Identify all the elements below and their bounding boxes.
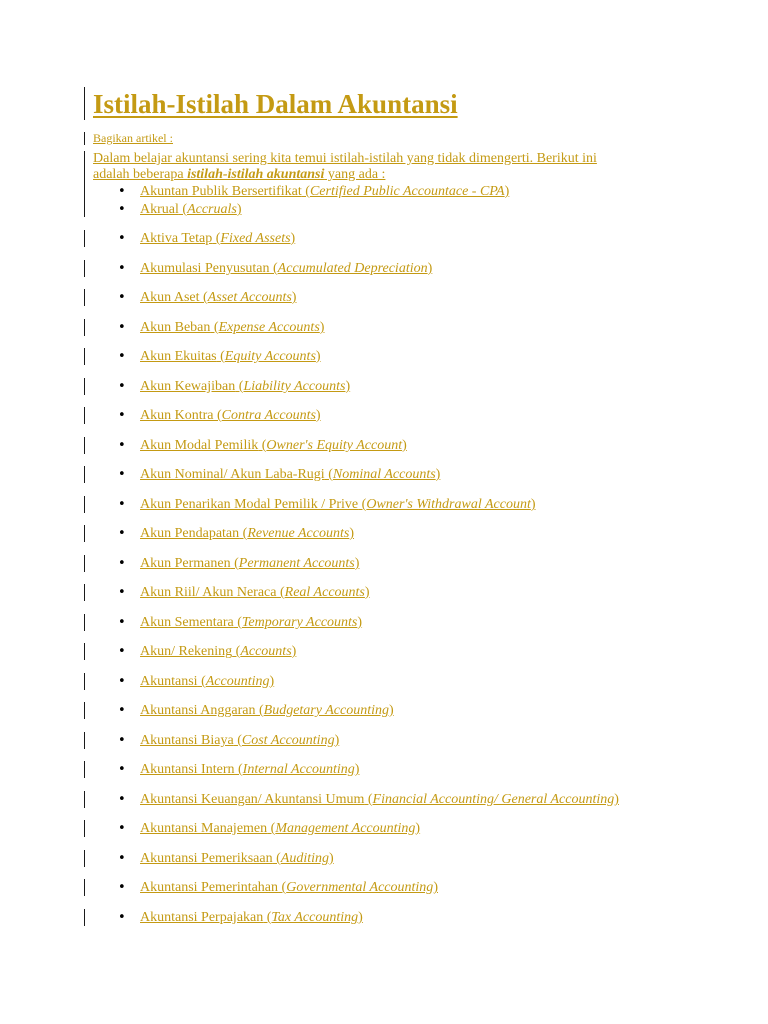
margin-bar-intro bbox=[84, 151, 85, 217]
term-english: Real Accounts bbox=[284, 585, 365, 600]
term-english: Revenue Accounts bbox=[247, 526, 350, 541]
bullet-icon: • bbox=[118, 184, 126, 199]
margin-bar-item bbox=[84, 909, 85, 926]
term-link[interactable]: Akun Modal Pemilik (Owner's Equity Account) bbox=[140, 438, 407, 453]
margin-bar-item bbox=[84, 702, 85, 719]
bullet-icon: • bbox=[118, 408, 126, 423]
list-item bbox=[118, 406, 321, 426]
list-item bbox=[118, 642, 296, 662]
margin-bar-item bbox=[84, 820, 85, 837]
term-indonesian: Akuntansi Biaya bbox=[140, 733, 234, 748]
bullet-icon: • bbox=[118, 733, 126, 748]
term-link[interactable]: Akrual (Accruals) bbox=[140, 202, 242, 217]
list-item bbox=[118, 524, 354, 544]
margin-bar-item bbox=[84, 378, 85, 395]
term-link[interactable]: Akuntansi Perpajakan (Tax Accounting) bbox=[140, 910, 363, 925]
term-link[interactable]: Akuntansi Manajemen (Management Accounting) bbox=[140, 821, 421, 836]
margin-bar-item bbox=[84, 319, 85, 336]
bullet-icon: • bbox=[118, 851, 126, 866]
bullet-icon: • bbox=[118, 379, 126, 394]
term-english: Accruals bbox=[187, 202, 237, 217]
bullet-icon: • bbox=[118, 615, 126, 630]
list-item bbox=[118, 465, 440, 485]
term-link[interactable]: Aktiva Tetap (Fixed Assets) bbox=[140, 231, 296, 246]
term-english: Internal Accounting bbox=[242, 762, 355, 777]
term-english: Cost Accounting bbox=[241, 733, 335, 748]
list-item bbox=[118, 790, 619, 810]
bullet-icon: • bbox=[118, 349, 126, 364]
margin-bar-item bbox=[84, 643, 85, 660]
term-english: Contra Accounts bbox=[221, 408, 316, 423]
bullet-icon: • bbox=[118, 320, 126, 335]
bullet-icon: • bbox=[118, 202, 126, 217]
margin-bar-item bbox=[84, 850, 85, 867]
bullet-icon: • bbox=[118, 290, 126, 305]
list-item bbox=[118, 436, 407, 456]
term-link[interactable]: Akun Aset (Asset Accounts) bbox=[140, 290, 297, 305]
margin-bar-item bbox=[84, 879, 85, 896]
term-indonesian: Aktiva Tetap bbox=[140, 231, 213, 246]
bullet-icon: • bbox=[118, 585, 126, 600]
term-indonesian: Akumulasi Penyusutan bbox=[140, 261, 270, 276]
term-indonesian: Akun Riil/ Akun Neraca bbox=[140, 585, 277, 600]
margin-bar-item bbox=[84, 407, 85, 424]
intro-paragraph[interactable] bbox=[93, 151, 683, 183]
list-item bbox=[118, 318, 324, 338]
term-english: Accumulated Depreciation bbox=[277, 261, 428, 276]
term-indonesian: Akun Penarikan Modal Pemilik / Prive bbox=[140, 497, 359, 512]
term-indonesian: Akuntansi Pemeriksaan bbox=[140, 851, 273, 866]
term-link[interactable]: Akuntansi Keuangan/ Akuntansi Umum (Financial Accounting/ General Accounting) bbox=[140, 792, 619, 807]
term-english: Temporary Accounts bbox=[241, 615, 358, 630]
term-link[interactable]: Akun Permanen (Permanent Accounts) bbox=[140, 556, 360, 571]
term-link[interactable]: Akuntansi Intern (Internal Accounting) bbox=[140, 762, 360, 777]
list-item bbox=[118, 701, 394, 721]
term-english: Fixed Assets bbox=[220, 231, 291, 246]
list-item bbox=[118, 819, 420, 839]
bullet-icon: • bbox=[118, 880, 126, 895]
term-indonesian: Akun Ekuitas bbox=[140, 349, 217, 364]
term-english: Owner's Withdrawal Account bbox=[366, 497, 531, 512]
margin-bar-share bbox=[84, 132, 85, 145]
bullet-icon: • bbox=[118, 910, 126, 925]
bullet-icon: • bbox=[118, 821, 126, 836]
list-item bbox=[118, 760, 359, 780]
term-link[interactable]: Akun Nominal/ Akun Laba-Rugi (Nominal Accounts) bbox=[140, 467, 441, 482]
list-item bbox=[118, 583, 370, 603]
intro-line-2 bbox=[93, 167, 683, 183]
list-item bbox=[118, 878, 438, 898]
intro-line-1: Dalam belajar akuntansi sering kita temui istilah-istilah yang tidak dimengerti. Berikut ini bbox=[93, 151, 597, 166]
margin-bar-item bbox=[84, 466, 85, 483]
term-english: Governmental Accounting bbox=[286, 880, 434, 895]
term-link[interactable]: Akun/ Rekening (Accounts) bbox=[140, 644, 297, 659]
margin-bar-item bbox=[84, 437, 85, 454]
list-item bbox=[118, 672, 274, 692]
margin-bar-item bbox=[84, 791, 85, 808]
term-link[interactable]: Akun Riil/ Akun Neraca (Real Accounts) bbox=[140, 585, 370, 600]
term-english: Budgetary Accounting bbox=[263, 703, 389, 718]
intro-emphasis: istilah-istilah akuntansi bbox=[187, 167, 325, 182]
term-link[interactable]: Akun Kontra (Contra Accounts) bbox=[140, 408, 321, 423]
bullet-icon: • bbox=[118, 438, 126, 453]
term-english: Asset Accounts bbox=[207, 290, 292, 305]
term-english: Nominal Accounts bbox=[332, 467, 436, 482]
term-indonesian: Akuntansi Keuangan/ Akuntansi Umum bbox=[140, 792, 365, 807]
term-indonesian: Akun Kewajiban bbox=[140, 379, 236, 394]
bullet-icon: • bbox=[118, 703, 126, 718]
term-link[interactable]: Akuntansi Pemeriksaan (Auditing) bbox=[140, 851, 334, 866]
term-link[interactable]: Akuntansi (Accounting) bbox=[140, 674, 275, 689]
list-item bbox=[118, 229, 295, 249]
margin-bar-item bbox=[84, 289, 85, 306]
bullet-icon: • bbox=[118, 556, 126, 571]
margin-bar-title bbox=[84, 87, 85, 120]
margin-bar-item bbox=[84, 230, 85, 247]
list-item bbox=[118, 288, 296, 308]
bullet-icon: • bbox=[118, 644, 126, 659]
list-item bbox=[118, 613, 362, 633]
intro-line-2-end: yang ada : bbox=[324, 167, 386, 182]
term-link[interactable]: Akumulasi Penyusutan (Accumulated Depreciation) bbox=[140, 261, 433, 276]
term-english: Expense Accounts bbox=[218, 320, 320, 335]
intro-line-2-start: adalah beberapa bbox=[93, 167, 188, 182]
term-english: Permanent Accounts bbox=[238, 556, 355, 571]
term-indonesian: Akun Kontra bbox=[140, 408, 214, 423]
term-indonesian: Akun Beban bbox=[140, 320, 211, 335]
term-english: Certified Public Accountace - CPA bbox=[309, 184, 505, 199]
margin-bar-item bbox=[84, 673, 85, 690]
term-indonesian: Akun Sementara bbox=[140, 615, 234, 630]
term-english: Owner's Equity Account bbox=[266, 438, 403, 453]
term-english: Tax Accounting bbox=[271, 910, 359, 925]
list-item bbox=[118, 554, 359, 574]
term-english: Auditing bbox=[280, 851, 329, 866]
margin-bar-item bbox=[84, 496, 85, 513]
margin-bar-item bbox=[84, 525, 85, 542]
term-indonesian: Akuntansi bbox=[140, 674, 198, 689]
term-english: Management Accounting bbox=[275, 821, 416, 836]
term-english: Accounting bbox=[205, 674, 270, 689]
margin-bar-item bbox=[84, 614, 85, 631]
margin-bar-item bbox=[84, 260, 85, 277]
term-link[interactable]: Akun Beban (Expense Accounts) bbox=[140, 320, 325, 335]
margin-bar-item bbox=[84, 348, 85, 365]
term-indonesian: Akun Permanen bbox=[140, 556, 231, 571]
margin-bar-item bbox=[84, 584, 85, 601]
margin-bar-item bbox=[84, 732, 85, 749]
share-article-link[interactable]: Bagikan artikel : bbox=[93, 131, 173, 145]
bullet-icon: • bbox=[118, 792, 126, 807]
term-english: Accounts bbox=[240, 644, 292, 659]
term-link[interactable]: Akuntansi Biaya (Cost Accounting) bbox=[140, 733, 340, 748]
list-item bbox=[118, 495, 536, 515]
margin-bar-item bbox=[84, 555, 85, 572]
list-item bbox=[118, 377, 350, 397]
bullet-icon: • bbox=[118, 762, 126, 777]
term-indonesian: Akun/ Rekening bbox=[140, 644, 233, 659]
list-item bbox=[118, 259, 432, 279]
bullet-icon: • bbox=[118, 231, 126, 246]
term-english: Equity Accounts bbox=[224, 349, 316, 364]
term-indonesian: Akuntansi Anggaran bbox=[140, 703, 256, 718]
term-link[interactable]: Akuntansi Anggaran (Budgetary Accounting) bbox=[140, 703, 394, 718]
term-indonesian: Akun Aset bbox=[140, 290, 200, 305]
term-link[interactable]: Akuntan Publik Bersertifikat (Certified Public Accountace - CPA) bbox=[140, 184, 510, 199]
term-link[interactable]: Akun Sementara (Temporary Accounts) bbox=[140, 615, 363, 630]
bullet-icon: • bbox=[118, 674, 126, 689]
margin-bar-item bbox=[84, 761, 85, 778]
list-item bbox=[118, 200, 242, 220]
bullet-icon: • bbox=[118, 467, 126, 482]
list-item bbox=[118, 849, 334, 869]
term-english: Financial Accounting/ General Accounting bbox=[372, 792, 615, 807]
term-link[interactable]: Akun Ekuitas (Equity Accounts) bbox=[140, 349, 321, 364]
term-english: Liability Accounts bbox=[243, 379, 346, 394]
term-indonesian: Akuntansi Manajemen bbox=[140, 821, 268, 836]
page-title[interactable]: Istilah-Istilah Dalam Akuntansi bbox=[93, 89, 458, 119]
term-indonesian: Akun Nominal/ Akun Laba-Rugi bbox=[140, 467, 325, 482]
list-item bbox=[118, 182, 509, 202]
list-item bbox=[118, 731, 339, 751]
term-indonesian: Akuntansi Perpajakan bbox=[140, 910, 264, 925]
term-link[interactable]: Akun Pendapatan (Revenue Accounts) bbox=[140, 526, 354, 541]
term-indonesian: Akuntan Publik Bersertifikat bbox=[140, 184, 302, 199]
term-indonesian: Akun Pendapatan bbox=[140, 526, 240, 541]
bullet-icon: • bbox=[118, 526, 126, 541]
term-link[interactable]: Akun Penarikan Modal Pemilik / Prive (Owner's Withdrawal Account) bbox=[140, 497, 536, 512]
term-indonesian: Akuntansi Pemerintahan bbox=[140, 880, 279, 895]
bullet-icon: • bbox=[118, 497, 126, 512]
term-indonesian: Akuntansi Intern bbox=[140, 762, 235, 777]
list-item bbox=[118, 347, 321, 367]
term-indonesian: Akun Modal Pemilik bbox=[140, 438, 259, 453]
list-item bbox=[118, 908, 363, 928]
bullet-icon: • bbox=[118, 261, 126, 276]
term-link[interactable]: Akuntansi Pemerintahan (Governmental Accounting) bbox=[140, 880, 438, 895]
term-indonesian: Akrual bbox=[140, 202, 179, 217]
term-link[interactable]: Akun Kewajiban (Liability Accounts) bbox=[140, 379, 351, 394]
